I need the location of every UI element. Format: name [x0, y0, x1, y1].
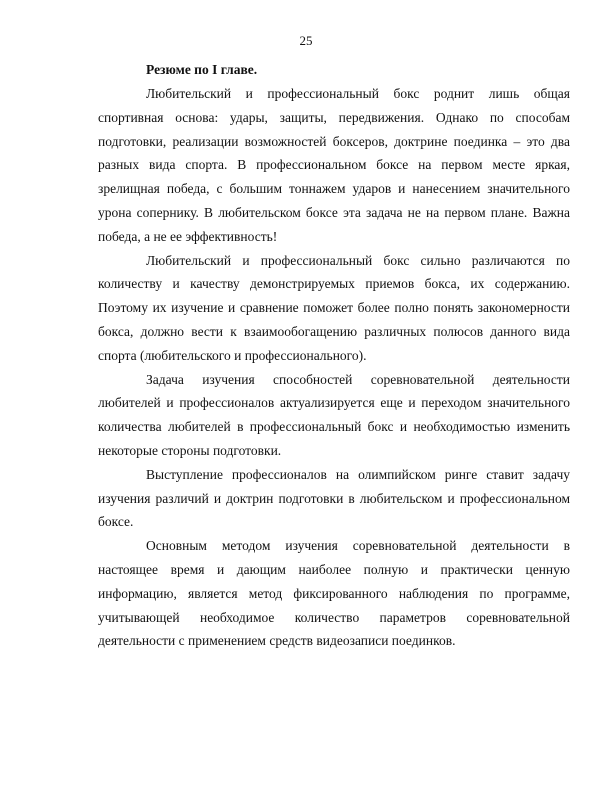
page-number: 25 [299, 33, 313, 48]
paragraph-1: Любительский и профессиональный бокс роднит лишь общая спортивная основа: удары, защиты, передвижения. Однако по способам подготовки, реализации возможностей боксеров, доктрине поединка – это два разных вида спорта. В профессиональном боксе на первом месте яркая, зрелищная победа, с большим тоннажем ударов и нанесением значительного урона сопернику. В любительском боксе эта задача не на первом плане. Важна победа, а не ее эффективность! [98, 86, 570, 244]
document-body [98, 58, 570, 653]
paragraph-3: Задача изучения способностей соревновательной деятельности любителей и профессионалов актуализируется еще и переходом значительного количества любителей в профессиональный бокс и необходимостью изменить некоторые стороны подготовки. [98, 371, 570, 458]
paragraph-4: Выступление профессионалов на олимпийском ринге ставит задачу изучения различий и доктрин подготовки в любительском и профессиональном боксе. [98, 466, 570, 530]
section-heading: Резюме по I главе. [146, 62, 258, 77]
paragraph-5: Основным методом изучения соревновательной деятельности в настоящее время и дающим наиболее полную и практически ценную информацию, является метод фиксированного наблюдения по программе, учитывающей необходимое количество параметров соревновательной деятельности с применением средств видеозаписи поединков. [98, 538, 570, 649]
paragraph-2: Любительский и профессиональный бокс сильно различаются по количеству и качеству демонстрируемых приемов бокса, их содержанию. Поэтому их изучение и сравнение поможет более полно понять закономерности бокса, должно вести к взаимообогащению различных полюсов данного вида спорта (любительского и профессионального). [98, 252, 570, 363]
